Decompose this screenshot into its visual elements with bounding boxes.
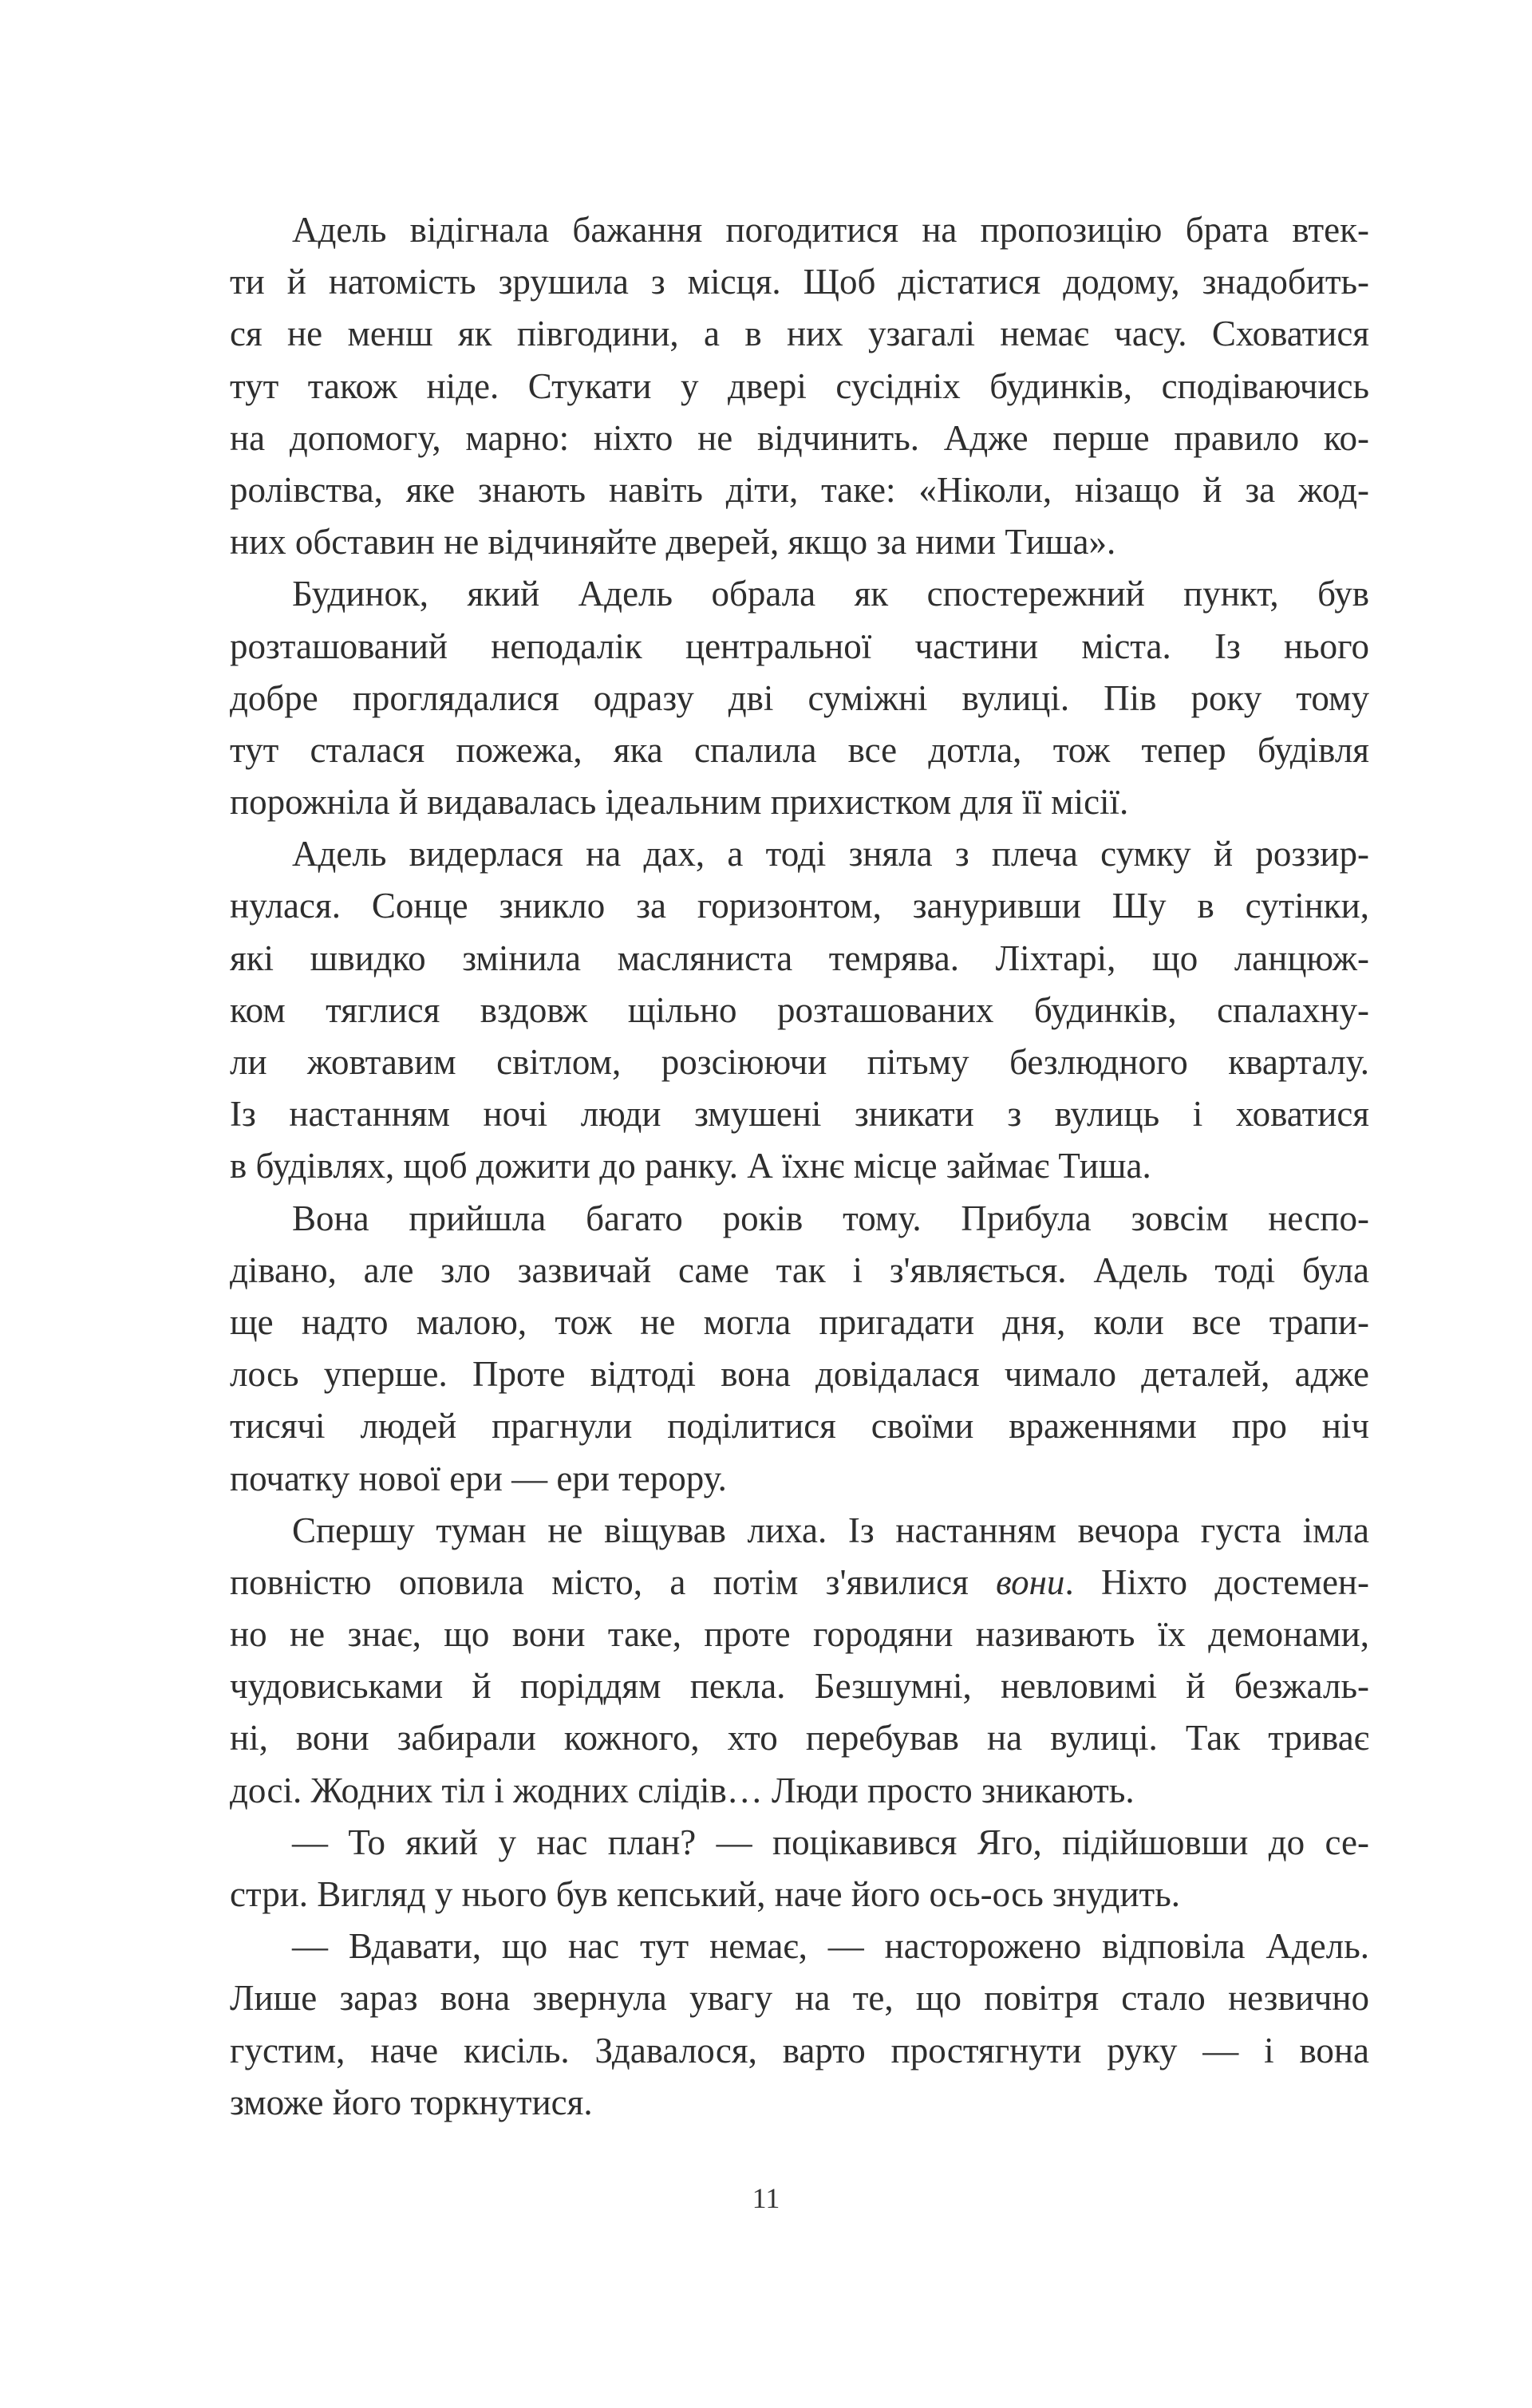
- text-line: Спершу туман не віщував лиха. Із настанням вечора густа імла: [292, 1510, 1369, 1550]
- text-line: густим, наче кисіль. Здавалося, варто простягнути руку — і вона: [230, 2030, 1369, 2070]
- text-line: ти й натомість зрушила з місця. Щоб дістатися додому, знадобить-: [230, 262, 1369, 302]
- text-line: добре проглядалися одразу дві суміжні вулиці. Пів року тому: [230, 677, 1369, 718]
- text-line: тисячі людей прагнули поділитися своїми враженнями про ніч: [230, 1406, 1369, 1447]
- text-line: зможе його торкнутися.: [230, 2082, 593, 2122]
- text-line: но не знає, що вони таке, проте городяни називають їх демонами,: [230, 1614, 1369, 1655]
- text-line: [230, 1557, 1369, 1609]
- text-segment: повністю оповила місто, а потім з'явилися: [230, 1561, 997, 1602]
- text-line: лось уперше. Проте відтоді вона довідалася чимало деталей, адже: [230, 1354, 1369, 1395]
- text-line: ще надто малою, тож не могла пригадати дня, коли все трапи-: [230, 1301, 1369, 1342]
- text-line: тут сталася пожежа, яка спалила все дотла, тож тепер будівля: [230, 729, 1369, 770]
- text-segment: . Ніхто достемен-: [1064, 1561, 1369, 1602]
- text-line: на допомогу, марно: ніхто не відчинить. Адже перше правило ко-: [230, 417, 1369, 458]
- text-line: — Вдавати, що нас тут немає, — насторожено відповіла Адель.: [292, 1926, 1369, 1967]
- text-line: Із настанням ночі люди змушені зникати з вулиць і ховатися: [230, 1094, 1369, 1135]
- text-line: які швидко змінила масляниста темрява. Ліхтарі, що ланцюж-: [230, 938, 1369, 978]
- paragraph: [230, 828, 1369, 1192]
- paragraph: [230, 568, 1369, 828]
- text-line: ні, вони забирали кожного, хто перебував на вулиці. Так триває: [230, 1718, 1369, 1759]
- paragraph: [230, 1920, 1369, 2129]
- italic-text: вони: [996, 1561, 1065, 1602]
- book-page-text: [230, 204, 1369, 2129]
- text-line: ком тяглися вздовж щільно розташованих будинків, спалахну-: [230, 989, 1369, 1030]
- text-line: Вона прийшла багато років тому. Прибула зовсім неспо-: [292, 1198, 1369, 1238]
- text-line: ли жовтавим світлом, розсіюючи пітьму безлюдного кварталу.: [230, 1042, 1369, 1082]
- text-line: нулася. Сонце зникло за горизонтом, зануривши Шу в сутінки,: [230, 886, 1369, 926]
- text-line: Адель відігнала бажання погодитися на пропозицію брата втек-: [292, 210, 1369, 250]
- paragraph: [230, 204, 1369, 568]
- text-line: — То який у нас план? — поцікавився Яго, підійшовши до се-: [292, 1822, 1369, 1862]
- text-line: стри. Вигляд у нього був кепський, наче його ось-ось знудить.: [230, 1874, 1180, 1914]
- text-line: чудовиськами й поріддям пекла. Безшумні, невловимі й безжаль-: [230, 1666, 1369, 1707]
- text-line: порожніла й видавалась ідеальним прихистком для її місії.: [230, 782, 1129, 823]
- text-line: розташований неподалік центральної частини міста. Із нього: [230, 626, 1369, 666]
- text-line: ролівства, яке знають навіть діти, таке: «Ніколи, нізащо й за жод-: [230, 469, 1369, 510]
- text-line: Адель видерлася на дах, а тоді зняла з плеча сумку й роззир-: [292, 834, 1369, 874]
- text-line: тут також ніде. Стукати у двері сусідніх будинків, сподіваючись: [230, 365, 1369, 406]
- paragraph: [230, 1817, 1369, 1920]
- text-line: Будинок, який Адель обрала як спостережний пункт, був: [292, 574, 1369, 614]
- page-number: 11: [752, 2182, 780, 2214]
- text-line: них обставин не відчиняйте дверей, якщо за ними Тиша».: [230, 522, 1116, 563]
- paragraph: [230, 1505, 1369, 1817]
- text-line: дівано, але зло зазвичай саме так і з'являється. Адель тоді була: [230, 1249, 1369, 1290]
- text-line: Лише зараз вона звернула увагу на те, що повітря стало незвично: [230, 1978, 1369, 2019]
- text-line: ся не менш як півгодини, а в них узагалі немає часу. Сховатися: [230, 314, 1369, 354]
- text-line: досі. Жодних тіл і жодних слідів… Люди просто зникають.: [230, 1770, 1135, 1810]
- paragraph: [230, 1193, 1369, 1505]
- text-line: початку нової ери — ери терору.: [230, 1458, 727, 1498]
- text-line: в будівлях, щоб дожити до ранку. А їхнє місце займає Тиша.: [230, 1146, 1151, 1186]
